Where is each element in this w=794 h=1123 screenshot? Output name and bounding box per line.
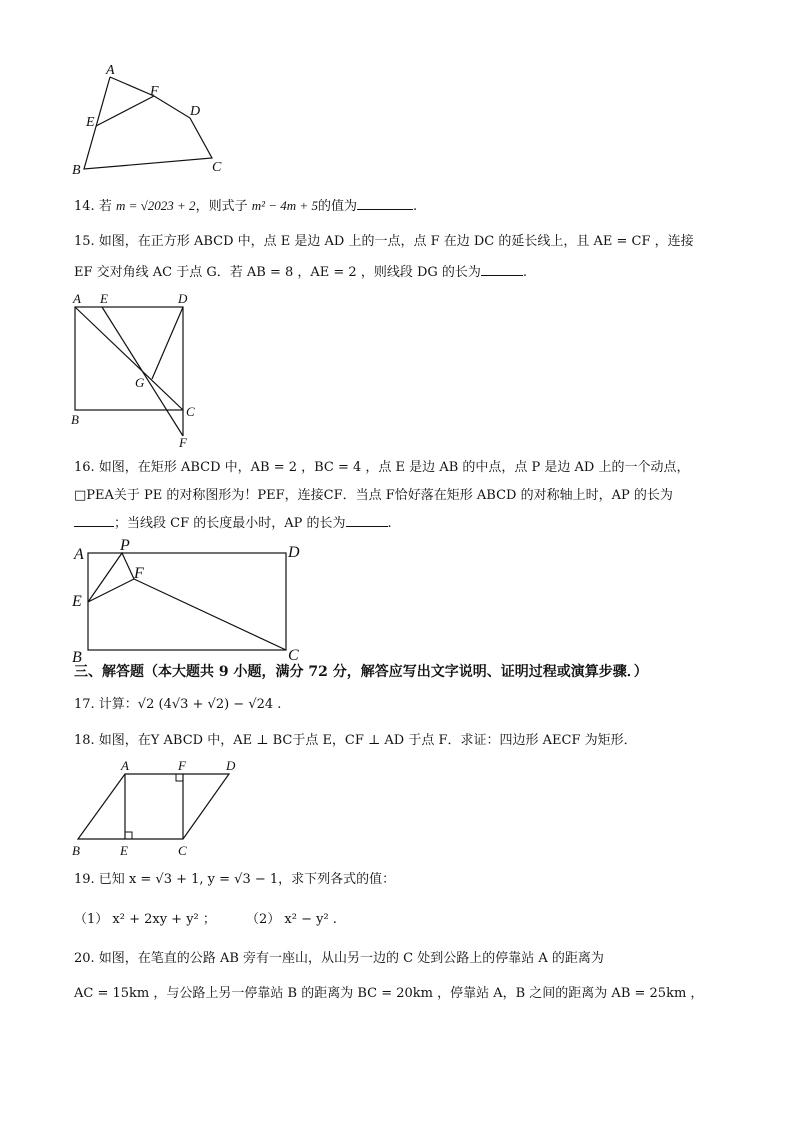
label-E: E	[120, 843, 128, 858]
q16-line3-text: ；当线段 CF 的长度最小时，AP 的长为	[114, 516, 346, 531]
q14-pre: 若	[98, 199, 112, 214]
label-A: A	[106, 63, 115, 78]
question-16-line-2: □PEA关于 PE 的对称图形为！PEF，连接CF．当点 F恰好落在矩形 ABCD 的对称轴上时，AP 的长为	[74, 488, 673, 503]
q15-end: .	[522, 265, 528, 280]
label-G: G	[135, 375, 145, 390]
answer-blank-2[interactable]	[346, 514, 388, 527]
answer-blank-1[interactable]	[74, 514, 114, 527]
question-19-part-2: （2） x² − y² .	[246, 912, 337, 927]
label-F: F	[178, 758, 186, 773]
question-15-line-1: 15. 如图，在正方形 ABCD 中，点 E 是边 AD 上的一点，点 F 在边 DC 的延长线上，且 AE = CF ，连接	[74, 234, 694, 249]
parallelogram-figure	[66, 757, 246, 861]
label-F: F	[150, 84, 159, 99]
label-B: B	[72, 163, 81, 178]
section-heading: 三、解答题（本大题共 9 小题，满分 72 分，解答应写出文字说明、证明过程或演算步骤．）	[74, 664, 648, 680]
label-A: A	[74, 546, 84, 563]
q15-line2-text: EF 交对角线 AC 于点 G．若 AB = 8 ，AE = 2 ，则线段 DG 的长为	[74, 265, 481, 280]
label-E: E	[86, 115, 95, 130]
question-18: 18. 如图，在Y ABCD 中，AE ⊥ BC于点 E，CF ⊥ AD 于点 F．求证：四边形 AECF 为矩形．	[74, 733, 637, 748]
question-19: 19. 已知 x = √3 + 1, y = √3 − 1，求下列各式的值：	[74, 872, 396, 887]
answer-blank[interactable]	[357, 197, 413, 210]
question-number: 14.	[74, 199, 95, 214]
label-D: D	[226, 758, 236, 773]
label-F: F	[179, 435, 187, 450]
q16-end: .	[387, 516, 392, 531]
question-14	[74, 197, 417, 216]
label-B: B	[71, 412, 79, 427]
label-D: D	[190, 104, 201, 119]
rectangle-figure	[66, 536, 316, 666]
label-E: E	[72, 593, 82, 610]
question-20-line-2: AC = 15km ，与公路上另一停靠站 B 的距离为 BC = 20km ，停靠站 A，B 之间的距离为 AB = 25km ，	[74, 986, 704, 1001]
label-C: C	[288, 647, 299, 664]
q14-end: .	[412, 199, 418, 214]
question-19-part-1: （1） x² + 2xy + y² ；	[74, 912, 216, 927]
quadrilateral-figure	[66, 60, 236, 180]
label-B: B	[72, 649, 82, 666]
question-16-line-3	[74, 514, 392, 533]
q14-mid: ，则式子	[195, 199, 248, 214]
label-B: B	[72, 843, 80, 858]
label-C: C	[178, 843, 187, 858]
q14-expr2: m² − 4m + 5	[251, 198, 318, 213]
label-F: F	[134, 565, 144, 582]
label-A: A	[121, 758, 129, 773]
label-A: A	[73, 291, 81, 306]
question-16-line-1: 16. 如图，在矩形 ABCD 中，AB = 2 ，BC = 4 ，点 E 是边 AB 的中点，点 P 是边 AD 上的一个动点，	[74, 460, 690, 475]
label-D: D	[288, 544, 300, 561]
answer-blank[interactable]	[481, 263, 523, 276]
label-C: C	[212, 160, 222, 175]
q14-post: 的值为	[317, 199, 357, 214]
square-figure	[64, 290, 204, 452]
question-17: 17. 计算：√2 (4√3 + √2) − √24 .	[74, 697, 282, 712]
q14-expr: m = √2023 + 2	[115, 198, 196, 213]
question-15-line-2	[74, 263, 527, 282]
label-E: E	[100, 291, 108, 306]
label-D: D	[178, 291, 188, 306]
question-20-line-1: 20. 如图，在笔直的公路 AB 旁有一座山，从山另一边的 C 处到公路上的停靠站 A 的距离为	[74, 951, 604, 966]
label-P: P	[120, 537, 130, 554]
label-C: C	[186, 404, 195, 419]
